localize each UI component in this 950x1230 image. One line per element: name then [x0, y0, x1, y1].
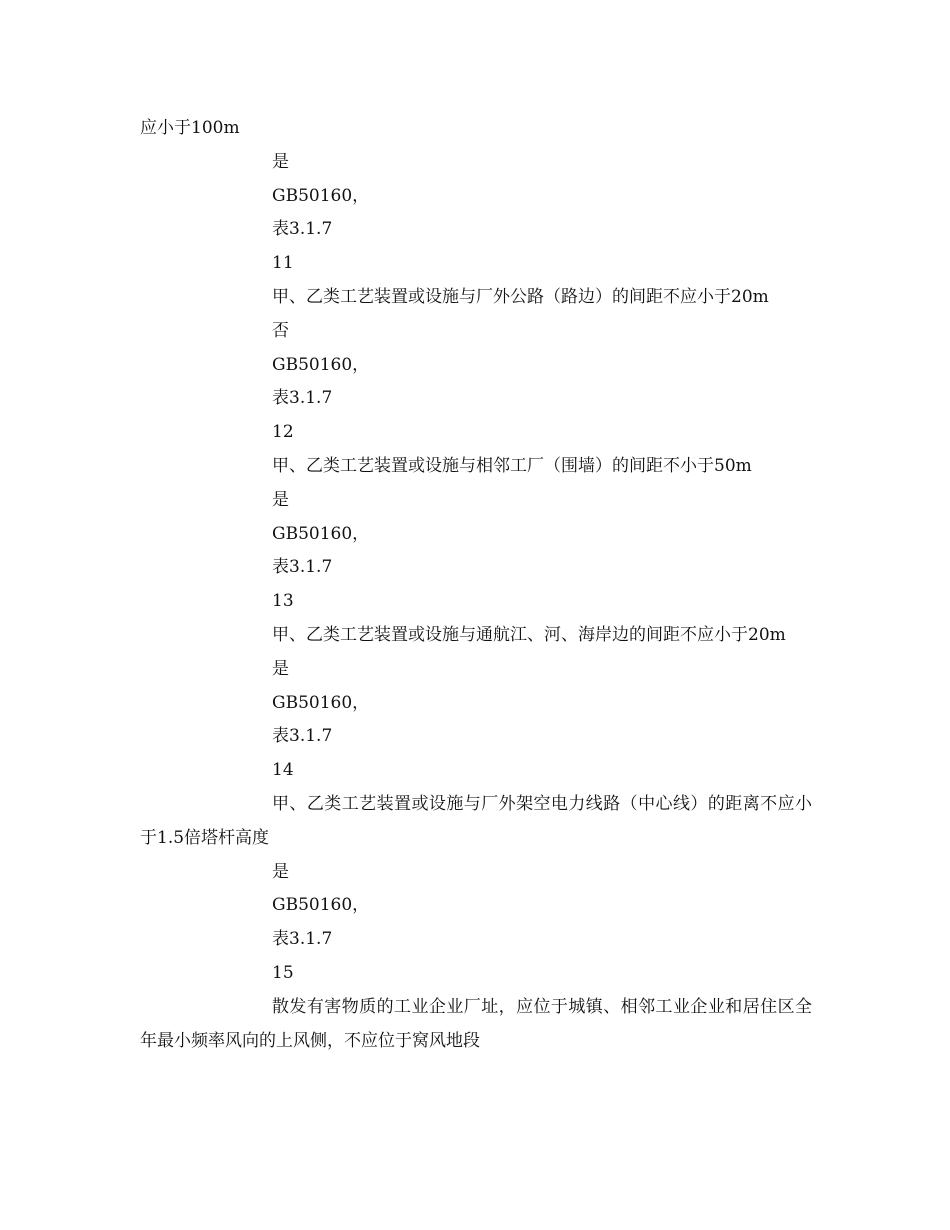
standard-reference: GB50160，	[272, 692, 370, 713]
item-number: 13	[272, 591, 294, 612]
paragraph-continuation: 应小于100m	[140, 118, 240, 138]
standard-reference: GB50160，	[272, 895, 370, 916]
table-reference: 表3.1.7	[272, 929, 333, 950]
requirement-text: 甲、乙类工艺装置或设施与相邻工厂（围墙）的间距不小于50m	[272, 455, 752, 476]
standard-reference: GB50160，	[272, 185, 370, 206]
table-reference: 表3.1.7	[272, 388, 333, 409]
requirement-text: 散发有害物质的工业企业厂址，应位于城镇、相邻工业企业和居住区全年最小频率风向的上风侧，不应位于窝风地段	[140, 996, 812, 1051]
check-result: 否	[272, 320, 289, 341]
table-reference: 表3.1.7	[272, 219, 333, 240]
check-result: 是	[272, 489, 289, 510]
item-number: 11	[272, 253, 294, 274]
check-result: 是	[272, 151, 289, 172]
standard-reference: GB50160，	[272, 523, 370, 544]
requirement-text: 甲、乙类工艺装置或设施与通航江、河、海岸边的间距不应小于20m	[272, 624, 786, 645]
requirement-text: 甲、乙类工艺装置或设施与厂外公路（路边）的间距不应小于20m	[272, 286, 769, 307]
standard-reference: GB50160，	[272, 354, 370, 375]
check-result: 是	[272, 658, 289, 679]
requirement-text: 甲、乙类工艺装置或设施与厂外架空电力线路（中心线）的距离不应小于1.5倍塔杆高度	[140, 793, 812, 848]
item-number: 14	[272, 760, 294, 781]
item-number: 15	[272, 962, 294, 983]
table-reference: 表3.1.7	[272, 557, 333, 578]
item-number: 12	[272, 422, 294, 443]
check-result: 是	[272, 861, 289, 882]
document-body	[140, 112, 812, 1058]
table-reference: 表3.1.7	[272, 726, 333, 747]
